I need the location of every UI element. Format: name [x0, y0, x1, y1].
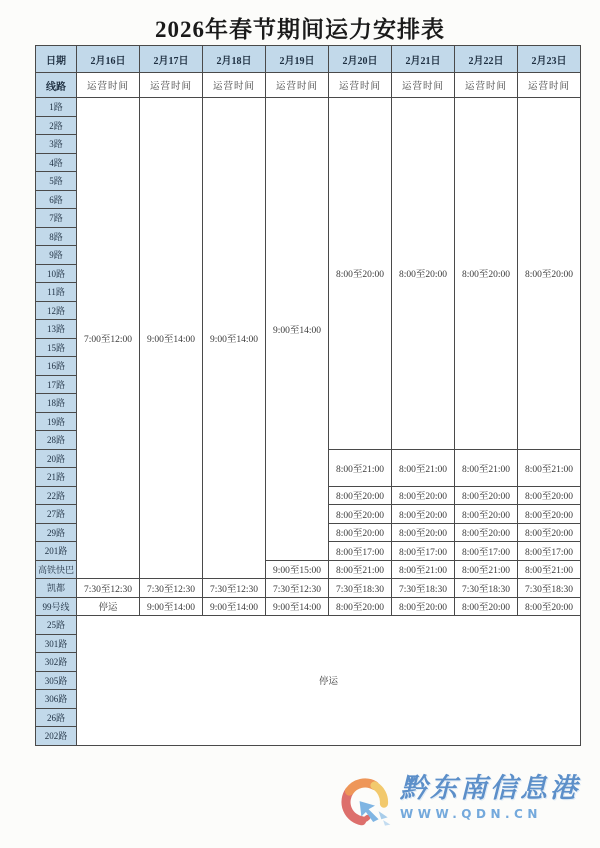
time-cell: 9:00至14:00 — [266, 597, 329, 616]
route-cell: 21路 — [36, 468, 77, 487]
time-cell: 8:00至21:00 — [518, 560, 581, 579]
time-cell: 9:00至14:00 — [266, 98, 329, 561]
logo-site-name: 黔东南信息港 — [400, 773, 580, 804]
route-cell: 18路 — [36, 394, 77, 413]
time-cell: 8:00至20:00 — [392, 98, 455, 450]
time-cell: 7:30至12:30 — [266, 579, 329, 598]
time-cell: 8:00至20:00 — [455, 505, 518, 524]
logo-text-block — [400, 771, 580, 821]
route-cell: 25路 — [36, 616, 77, 635]
time-cell: 8:00至20:00 — [329, 98, 392, 450]
date-header-col-8: 2月23日 — [518, 46, 581, 73]
route-cell: 20路 — [36, 449, 77, 468]
operating-time-header: 运营时间 — [140, 73, 203, 98]
date-header-col-7: 2月22日 — [455, 46, 518, 73]
time-cell: 8:00至17:00 — [329, 542, 392, 561]
time-cell: 8:00至21:00 — [392, 449, 455, 486]
time-cell: 8:00至17:00 — [455, 542, 518, 561]
time-cell: 8:00至20:00 — [392, 486, 455, 505]
time-cell: 8:00至20:00 — [518, 597, 581, 616]
route-cell: 9路 — [36, 246, 77, 265]
route-cell: 26路 — [36, 708, 77, 727]
time-cell: 7:30至18:30 — [518, 579, 581, 598]
logo-site-url: WWW.QDN.CN — [400, 807, 542, 821]
time-cell: 8:00至20:00 — [518, 98, 581, 450]
operating-time-header: 运营时间 — [77, 73, 140, 98]
route-cell: 201路 — [36, 542, 77, 561]
route-cell: 5路 — [36, 172, 77, 191]
page-title: 2026年春节期间运力安排表 — [155, 17, 445, 42]
operating-time-header: 运营时间 — [203, 73, 266, 98]
route-cell: 13路 — [36, 320, 77, 339]
route-cell: 3路 — [36, 135, 77, 154]
table-row — [36, 98, 581, 117]
route-cell: 28路 — [36, 431, 77, 450]
route-cell: 凯都 — [36, 579, 77, 598]
operating-time-header-row — [36, 73, 581, 98]
route-cell: 202路 — [36, 727, 77, 746]
operating-time-header: 运营时间 — [392, 73, 455, 98]
route-cell: 302路 — [36, 653, 77, 672]
time-cell: 8:00至20:00 — [518, 523, 581, 542]
transport-schedule-table — [35, 45, 581, 746]
time-cell: 8:00至20:00 — [455, 597, 518, 616]
time-cell: 8:00至20:00 — [329, 597, 392, 616]
time-cell: 9:00至15:00 — [266, 560, 329, 579]
route-cell: 高铁快巴 — [36, 560, 77, 579]
time-cell: 8:00至20:00 — [518, 505, 581, 524]
time-cell: 8:00至20:00 — [392, 597, 455, 616]
time-cell: 8:00至20:00 — [329, 486, 392, 505]
route-cell: 10路 — [36, 264, 77, 283]
table-row — [36, 597, 581, 616]
operating-time-header: 运营时间 — [455, 73, 518, 98]
corner-date-label: 日期 — [36, 46, 77, 73]
time-cell: 9:00至14:00 — [140, 597, 203, 616]
time-cell: 8:00至21:00 — [392, 560, 455, 579]
time-cell: 8:00至21:00 — [329, 560, 392, 579]
time-cell: 8:00至20:00 — [455, 98, 518, 450]
route-cell: 22路 — [36, 486, 77, 505]
date-header-col-5: 2月20日 — [329, 46, 392, 73]
operating-time-header: 运营时间 — [518, 73, 581, 98]
route-cell: 12路 — [36, 301, 77, 320]
time-cell: 7:30至18:30 — [392, 579, 455, 598]
route-cell: 301路 — [36, 634, 77, 653]
date-header-row — [36, 46, 581, 73]
time-cell: 8:00至20:00 — [329, 523, 392, 542]
time-cell: 8:00至17:00 — [392, 542, 455, 561]
route-cell: 8路 — [36, 227, 77, 246]
corner-route-label: 线路 — [36, 73, 77, 98]
time-cell: 7:30至12:30 — [203, 579, 266, 598]
time-cell: 8:00至21:00 — [518, 449, 581, 486]
time-cell: 7:30至18:30 — [329, 579, 392, 598]
time-cell: 8:00至20:00 — [392, 523, 455, 542]
route-cell: 11路 — [36, 283, 77, 302]
time-cell: 8:00至20:00 — [392, 505, 455, 524]
operating-time-header: 运营时间 — [329, 73, 392, 98]
route-cell: 1路 — [36, 98, 77, 117]
route-cell: 305路 — [36, 671, 77, 690]
date-header-col-2: 2月17日 — [140, 46, 203, 73]
route-cell: 17路 — [36, 375, 77, 394]
time-cell: 8:00至20:00 — [329, 505, 392, 524]
time-cell: 8:00至21:00 — [455, 560, 518, 579]
time-cell: 9:00至14:00 — [203, 98, 266, 579]
time-cell: 停运 — [77, 616, 581, 746]
time-cell: 8:00至21:00 — [329, 449, 392, 486]
time-cell: 8:00至21:00 — [455, 449, 518, 486]
route-cell: 15路 — [36, 338, 77, 357]
route-cell: 2路 — [36, 116, 77, 135]
time-cell: 8:00至17:00 — [518, 542, 581, 561]
route-cell: 4路 — [36, 153, 77, 172]
time-cell: 7:00至12:00 — [77, 98, 140, 579]
time-cell: 8:00至20:00 — [455, 523, 518, 542]
time-cell: 7:30至12:30 — [77, 579, 140, 598]
date-header-col-3: 2月18日 — [203, 46, 266, 73]
route-cell: 6路 — [36, 190, 77, 209]
route-cell: 29路 — [36, 523, 77, 542]
route-cell: 27路 — [36, 505, 77, 524]
date-header-col-1: 2月16日 — [77, 46, 140, 73]
time-cell: 停运 — [77, 597, 140, 616]
table-row — [36, 579, 581, 598]
time-cell: 9:00至14:00 — [140, 98, 203, 579]
footer-logo — [336, 771, 580, 833]
time-cell: 9:00至14:00 — [203, 597, 266, 616]
operating-time-header: 运营时间 — [266, 73, 329, 98]
route-cell: 7路 — [36, 209, 77, 228]
route-cell: 306路 — [36, 690, 77, 709]
table-row — [36, 616, 581, 635]
date-header-col-6: 2月21日 — [392, 46, 455, 73]
time-cell: 7:30至12:30 — [140, 579, 203, 598]
date-header-col-4: 2月19日 — [266, 46, 329, 73]
swirl-cursor-icon — [336, 771, 394, 833]
time-cell: 8:00至20:00 — [455, 486, 518, 505]
route-cell: 99号线 — [36, 597, 77, 616]
route-cell: 16路 — [36, 357, 77, 376]
time-cell: 7:30至18:30 — [455, 579, 518, 598]
table-body — [36, 98, 581, 746]
route-cell: 19路 — [36, 412, 77, 431]
time-cell: 8:00至20:00 — [518, 486, 581, 505]
